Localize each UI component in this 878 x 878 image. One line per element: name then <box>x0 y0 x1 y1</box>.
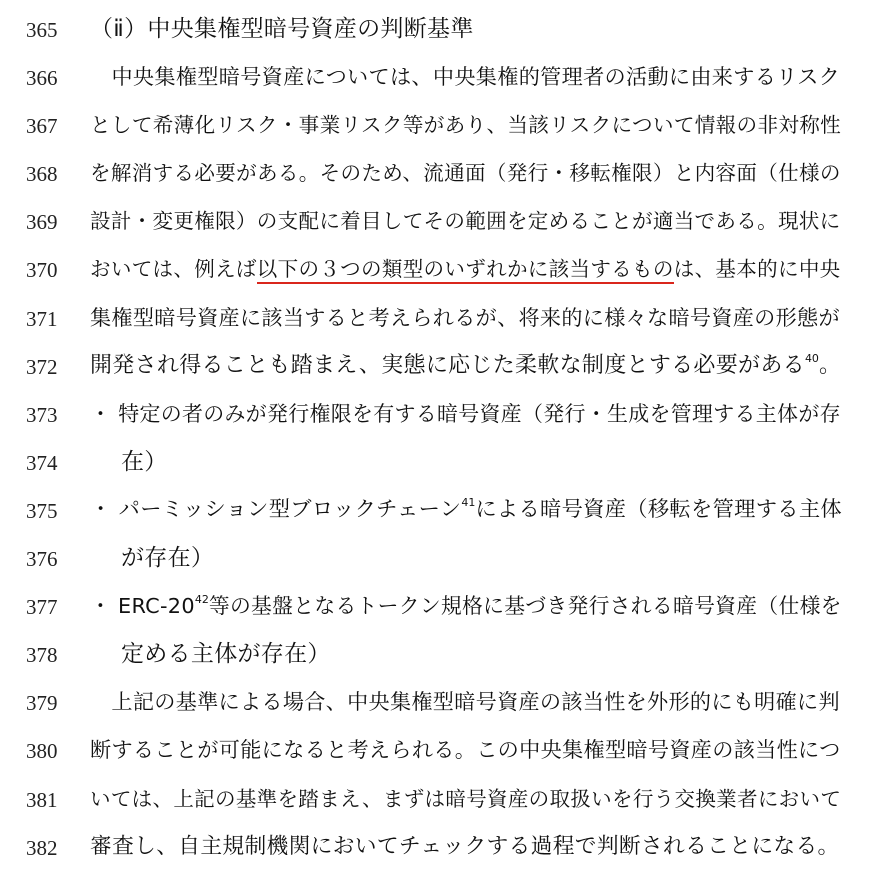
text-segment: 開発され得ることも踏まえ、実態に応じた柔軟な制度とする必要がある <box>90 352 805 378</box>
line-number: 378 <box>26 643 58 668</box>
line-number: 375 <box>26 498 58 523</box>
line-number: 367 <box>26 114 58 139</box>
line-377 <box>0 585 878 633</box>
line-number: 371 <box>26 306 58 331</box>
footnote-ref-42[interactable]: 42 <box>194 593 209 607</box>
paragraph-text: として希薄化リスク・事業リスク等があり、当該リスクについて情報の非対称性 <box>90 113 842 138</box>
line-372 <box>0 345 878 393</box>
paragraph-text: 審査し、自主規制機関においてチェックする過程で判断されることになる。 <box>90 833 840 859</box>
line-368 <box>0 152 878 200</box>
line-number: 368 <box>26 162 58 187</box>
line-number: 374 <box>26 450 58 475</box>
line-number: 369 <box>26 210 58 235</box>
paragraph-text <box>90 253 841 285</box>
line-382 <box>0 826 878 874</box>
paragraph-text: いては、上記の基準を踏まえ、まずは暗号資産の取扱いを行う交換業者において <box>90 786 842 811</box>
bullet-item: ・ 特定の者のみが発行権限を有する暗号資産（発行・生成を管理する主体が存 <box>90 401 841 426</box>
line-369 <box>0 200 878 248</box>
paragraph-text: 集権型暗号資産に該当すると考えられるが、将来的に様々な暗号資産の形態が <box>90 304 840 330</box>
line-370 <box>0 248 878 296</box>
line-number: 370 <box>26 258 58 283</box>
text-segment: 。 <box>818 352 842 378</box>
footnote-ref-41[interactable]: 41 <box>461 495 476 509</box>
line-375 <box>0 489 878 537</box>
line-371 <box>0 297 878 345</box>
text-segment: は、基本的に中央 <box>673 257 841 282</box>
line-number: 373 <box>26 402 58 427</box>
line-366 <box>0 56 878 104</box>
bullet-item-continuation: 定める主体が存在） <box>121 641 331 668</box>
footnote-ref-40[interactable]: 40 <box>804 351 819 365</box>
paragraph-text: 上記の基準による場合、中央集権型暗号資産の該当性を外形的にも明確に判 <box>90 689 840 715</box>
bullet-item-continuation: が存在） <box>121 545 215 572</box>
line-376 <box>0 537 878 585</box>
line-number: 377 <box>26 595 58 620</box>
bullet-item-continuation: 在） <box>121 448 168 475</box>
text-segment: 等の基盤となるトークン規格に基づき発行される暗号資産（仕様を <box>208 594 842 619</box>
paragraph-text: 中央集権型暗号資産については、中央集権的管理者の活動に由来するリスク <box>90 64 841 90</box>
text-segment: おいては、例えば <box>90 257 257 282</box>
paragraph-text: 設計・変更権限）の支配に着目してその範囲を定めることが適当である。現状に <box>90 209 841 234</box>
line-381 <box>0 778 878 826</box>
paragraph-text: 断することが可能になると考えられる。この中央集権型暗号資産の該当性につ <box>90 737 841 763</box>
line-number: 366 <box>26 66 58 91</box>
section-heading: （ⅱ）中央集権型暗号資産の判断基準 <box>90 16 474 42</box>
line-number: 365 <box>26 18 58 42</box>
red-underlined-phrase: 以下の３つの類型のいずれかに該当するもの <box>257 257 674 284</box>
text-segment: ・ ERC-20 <box>90 594 195 619</box>
bullet-item <box>90 590 842 622</box>
line-374 <box>0 441 878 489</box>
line-number: 380 <box>26 739 58 764</box>
line-number: 379 <box>26 691 58 716</box>
paragraph-text <box>90 350 841 382</box>
line-373 <box>0 393 878 441</box>
text-segment: ・ パーミッション型ブロックチェーン <box>90 496 462 522</box>
line-number: 382 <box>26 835 58 860</box>
text-segment: による暗号資産（移転を管理する主体 <box>475 496 842 522</box>
line-365 <box>0 8 878 56</box>
document-page <box>0 8 878 874</box>
line-number: 376 <box>26 547 58 572</box>
line-380 <box>0 729 878 777</box>
line-number: 381 <box>26 787 58 812</box>
line-379 <box>0 681 878 729</box>
paragraph-text: を解消する必要がある。そのため、流通面（発行・移転権限）と内容面（仕様の <box>90 161 841 186</box>
line-378 <box>0 633 878 681</box>
line-number: 372 <box>26 354 58 379</box>
bullet-item <box>90 494 842 526</box>
line-367 <box>0 104 878 152</box>
